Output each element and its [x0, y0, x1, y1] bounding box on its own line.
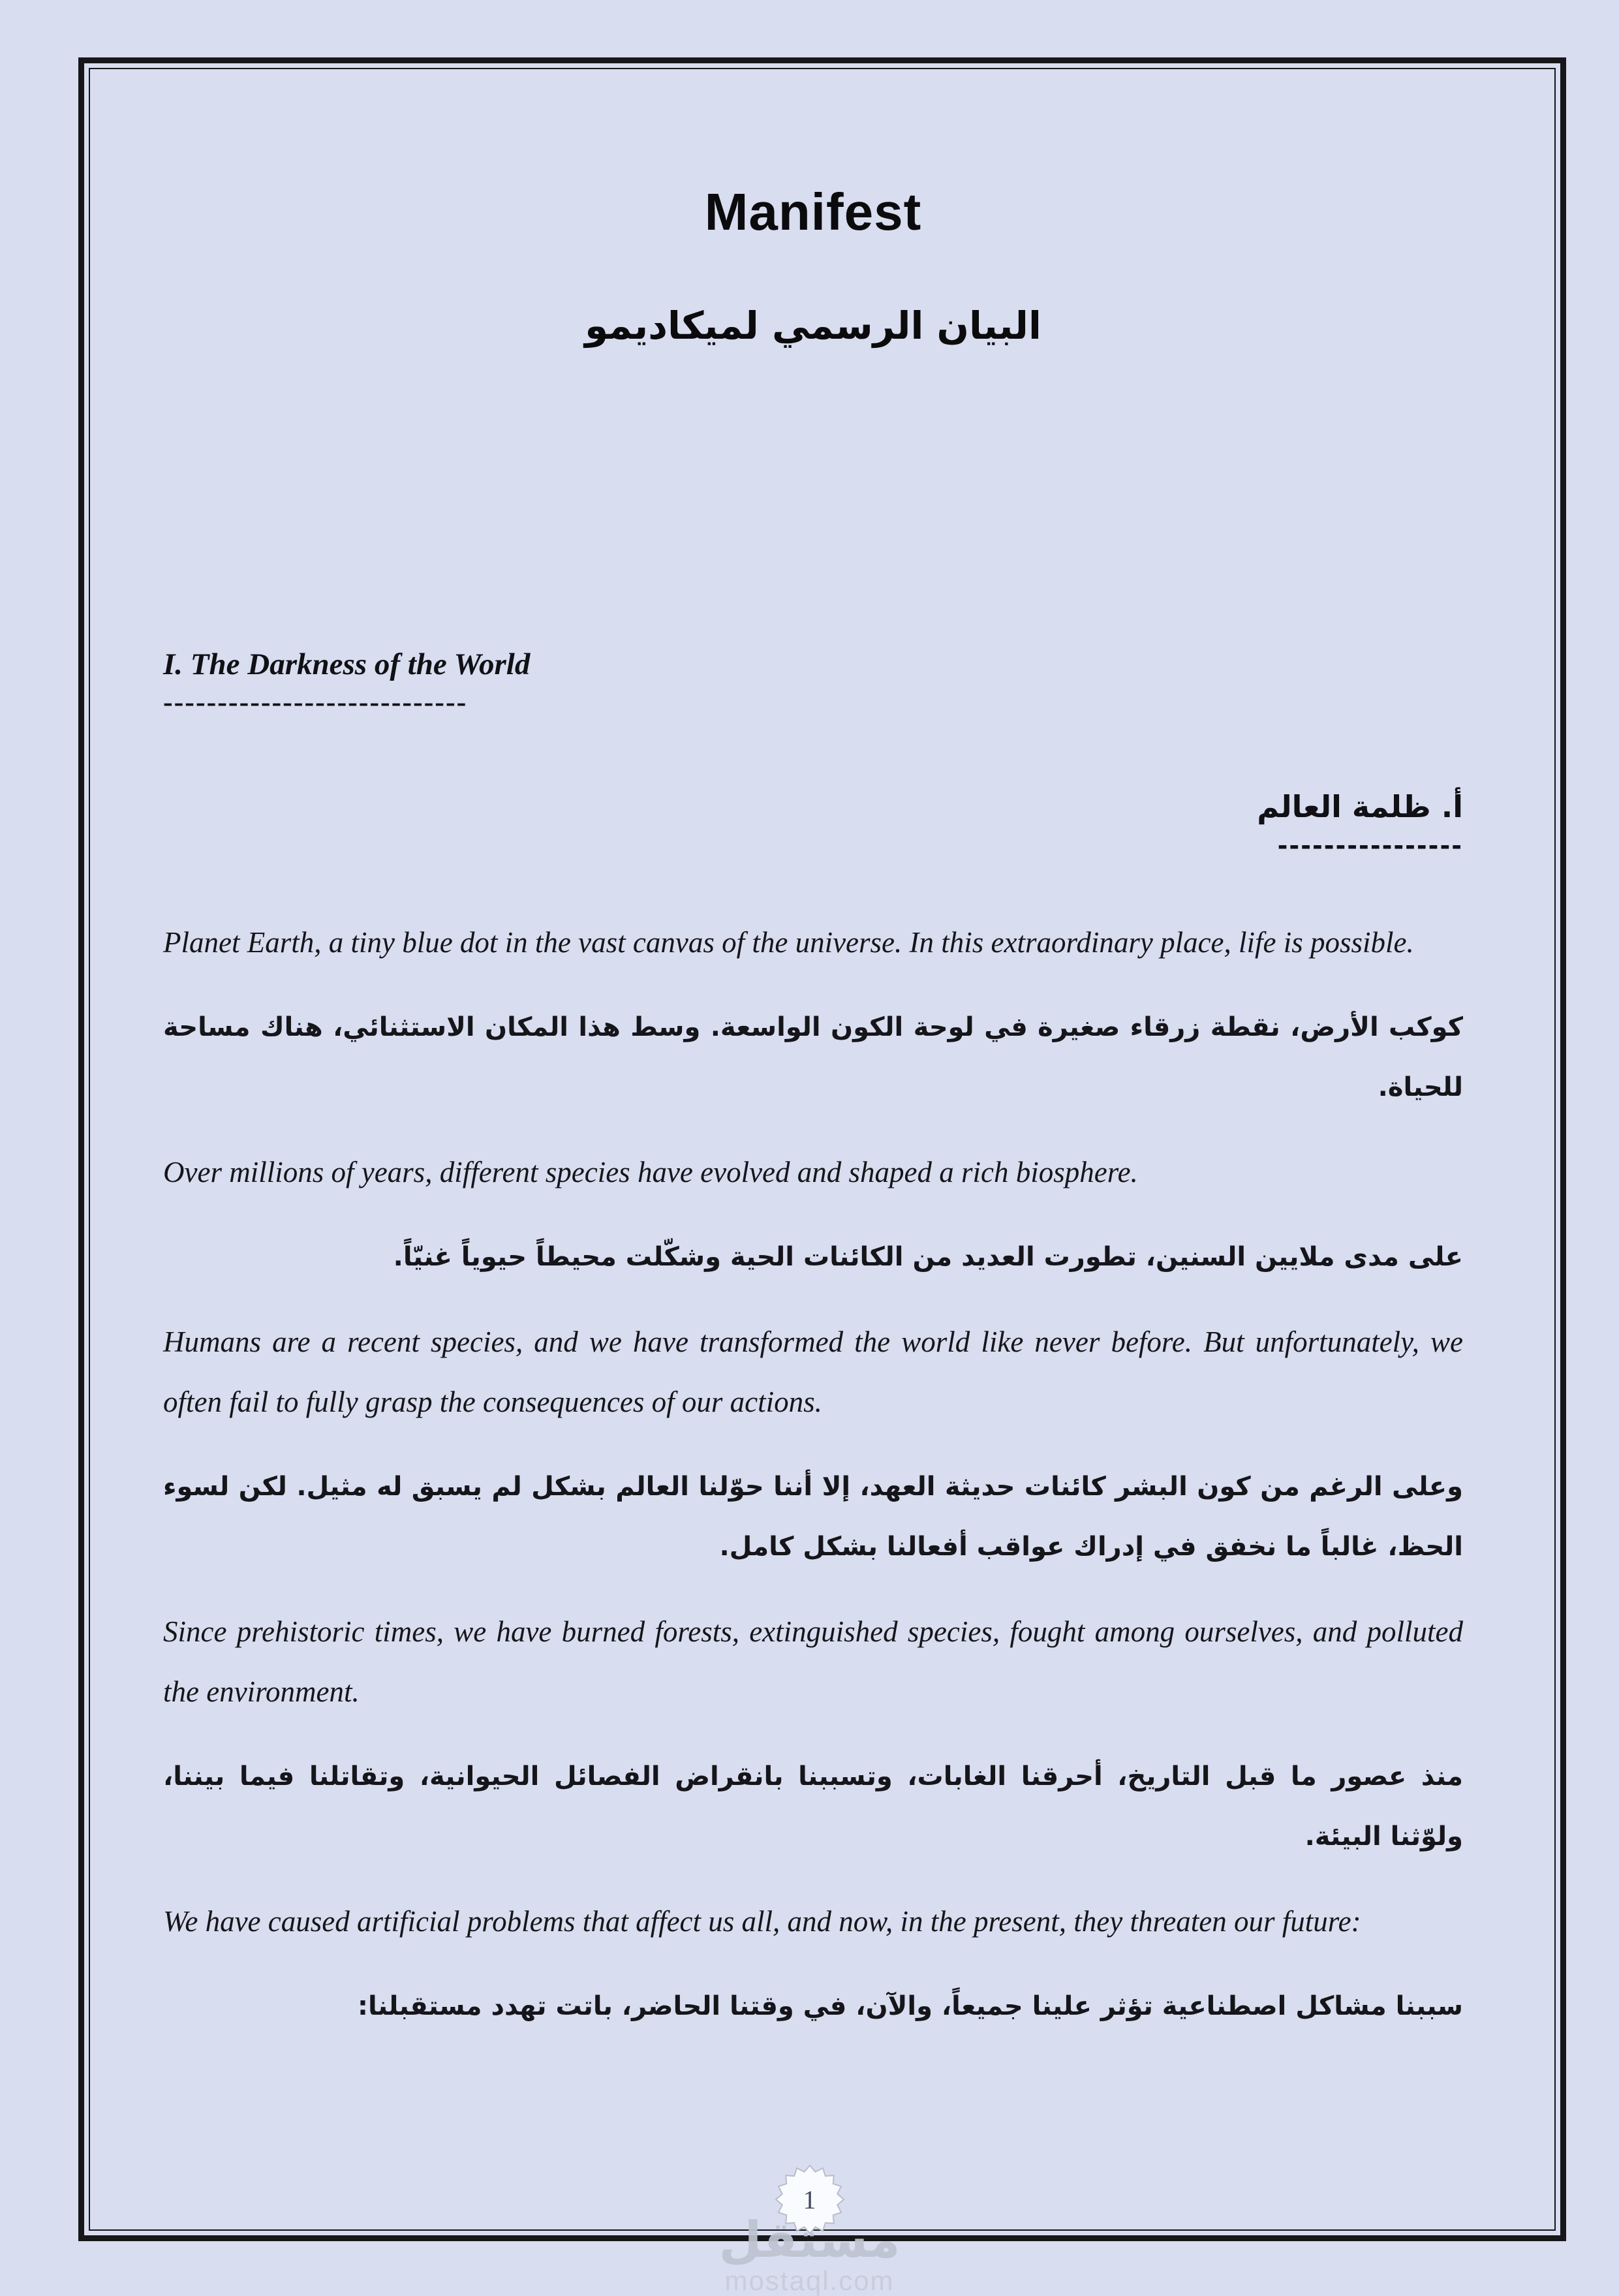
- section-header-arabic: [163, 788, 1463, 861]
- watermark-logo-text: مستقل: [718, 2211, 901, 2269]
- section-divider-english: ----------------------------: [163, 685, 468, 718]
- page-border-inner: [89, 68, 1556, 2231]
- paragraph-en: Humans are a recent species, and we have transformed the world like never before. But unfortunately, we often fail to fully grasp the consequences of our actions.: [163, 1326, 1463, 1419]
- document-body: [163, 912, 1463, 2036]
- paragraph-ar: وعلى الرغم من كون البشر كائنات حديثة العهد، إلا أننا حوّلنا العالم بشكل لم يسبق له مثيل. لكن لسوء الحظ، غالباً ما نخفق في إدراك عواقب أفعالنا بشكل كامل.: [163, 1472, 1463, 1562]
- page-border-frame: [78, 57, 1566, 2241]
- paragraph-ar: كوكب الأرض، نقطة زرقاء صغيرة في لوحة الكون الواسعة. وسط هذا المكان الاستثنائي، هناك مساحة للحياة.: [163, 1012, 1463, 1103]
- section-header-english: [163, 646, 1463, 718]
- paragraph-en: We have caused artificial problems that affect us all, and now, in the present, they threaten our future:: [163, 1905, 1361, 1938]
- page-number-seal: [775, 2164, 845, 2235]
- paragraph-ar: منذ عصور ما قبل التاريخ، أحرقنا الغابات، وتسببنا بانقراض الفصائل الحيوانية، وتقاتلنا فيما بيننا، ولوّثنا البيئة.: [163, 1761, 1463, 1852]
- paragraph-en: Planet Earth, a tiny blue dot in the vast canvas of the universe. In this extraordinary place, life is possible.: [163, 926, 1414, 959]
- paragraph-en: Over millions of years, different species have evolved and shaped a rich biosphere.: [163, 1156, 1138, 1189]
- paragraph-en: Since prehistoric times, we have burned forests, extinguished species, fought among ourselves, and polluted the environment.: [163, 1615, 1463, 1709]
- paragraph-ar: سببنا مشاكل اصطناعية تؤثر علينا جميعاً، والآن، في وقتنا الحاضر، باتت تهدد مستقبلنا:: [357, 1991, 1463, 2022]
- section-heading-arabic: أ. ظلمة العالم: [1257, 788, 1463, 824]
- document-subtitle-arabic: البيان الرسمي لميكاديمو: [585, 303, 1041, 348]
- section-divider-arabic: ----------------: [1277, 831, 1463, 861]
- watermark-domain: mostaql.com: [724, 2265, 895, 2296]
- document-title: Manifest: [704, 183, 922, 241]
- paragraph-ar: على مدى ملايين السنين، تطورت العديد من الكائنات الحية وشكّلت محيطاً حيوياً غنيّاً.: [393, 1242, 1463, 1273]
- page-number: 1: [803, 2184, 816, 2214]
- section-heading-english: I. The Darkness of the World: [163, 647, 531, 681]
